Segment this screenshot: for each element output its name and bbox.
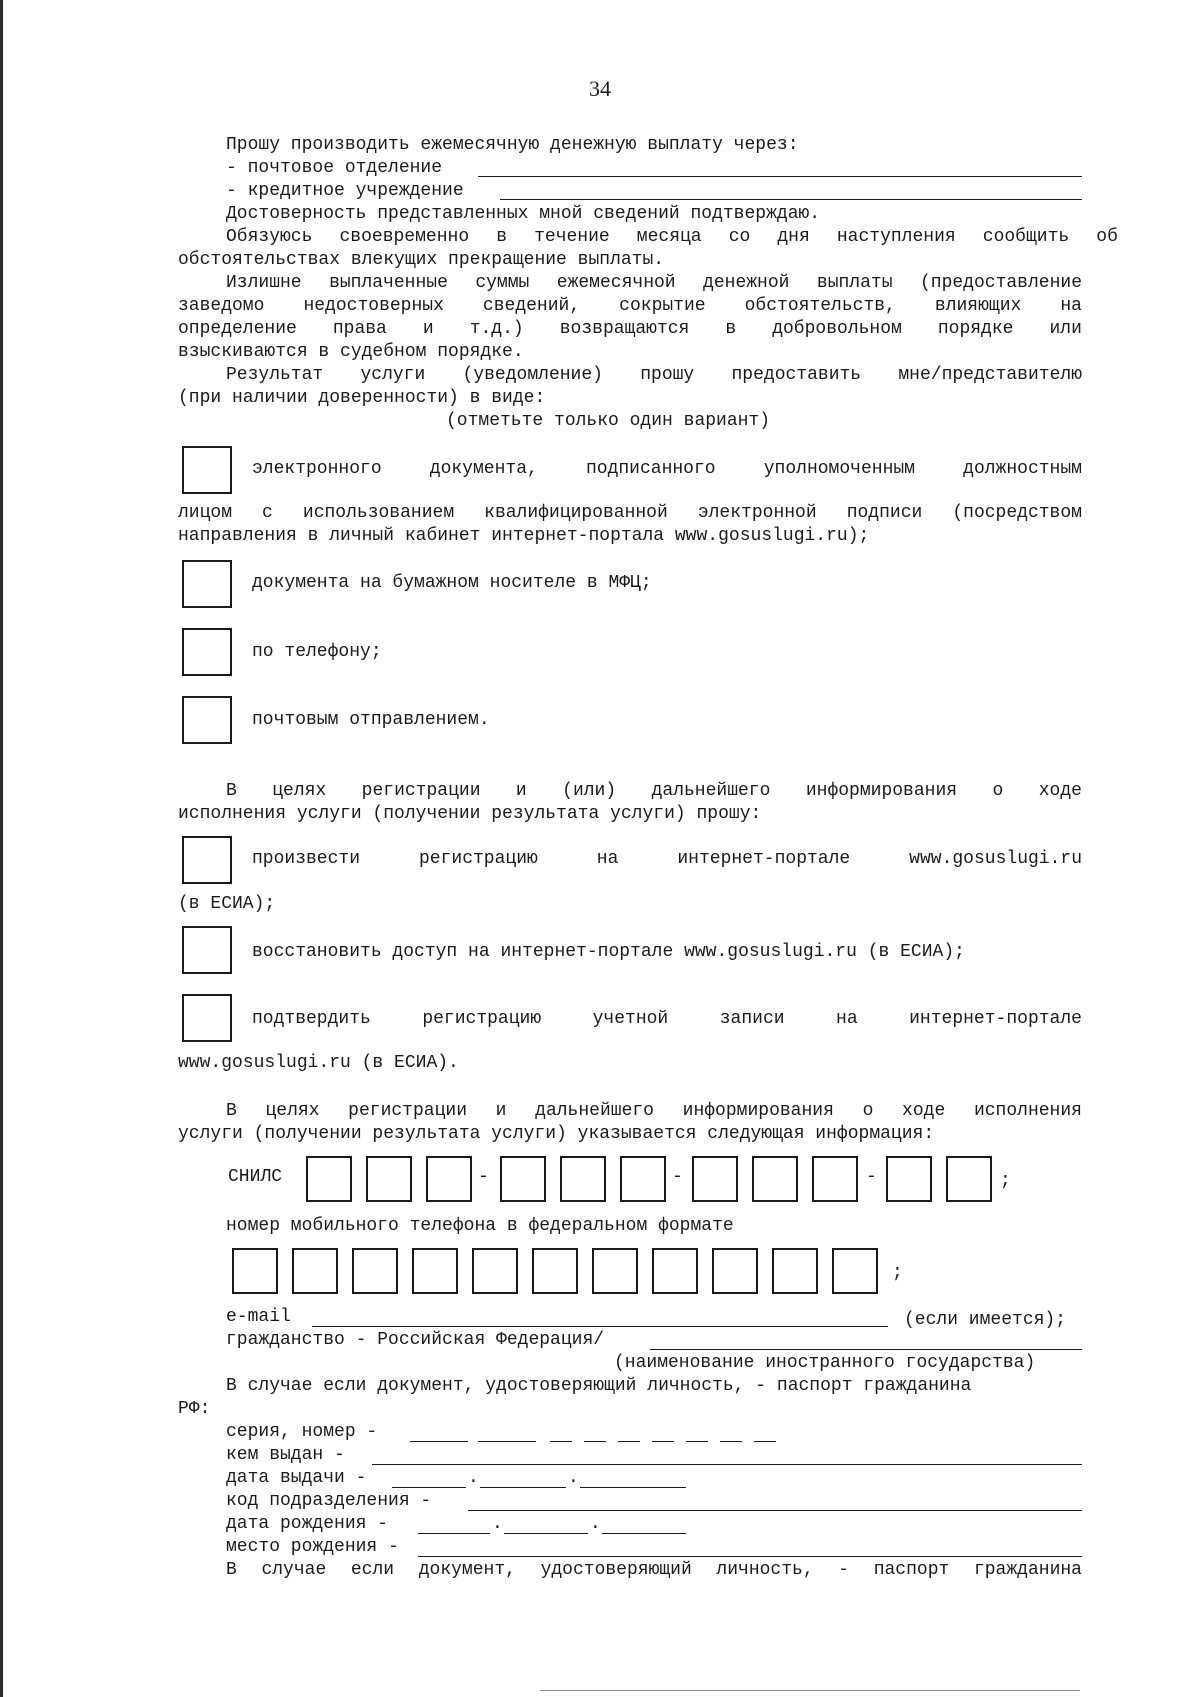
result-opt3-label: по телефону;: [252, 642, 382, 662]
word: в: [496, 227, 508, 247]
snils-digit[interactable]: [500, 1156, 546, 1202]
number-digit-field[interactable]: [550, 1441, 572, 1442]
scan-edge: [0, 0, 3, 1697]
word: заведомо: [178, 296, 265, 316]
checkbox-electronic-document[interactable]: [182, 446, 232, 494]
word: В: [226, 1101, 237, 1121]
word: регистрации: [348, 1101, 467, 1121]
word: услуги: [360, 365, 426, 385]
birth-date-dot: .: [590, 1514, 601, 1534]
word: целях: [272, 781, 327, 801]
word: суммы: [475, 273, 530, 293]
issued-by-field[interactable]: [372, 1464, 1082, 1465]
confirm-statement: Достоверность представленных мной сведений подтверждаю.: [226, 204, 821, 224]
word: документа,: [429, 459, 538, 479]
post-office-label: - почтовое отделение: [226, 158, 443, 178]
word: ходе: [902, 1101, 946, 1121]
snils-digit[interactable]: [426, 1156, 472, 1202]
word: выплаченные: [329, 273, 448, 293]
word: сокрытие: [619, 296, 706, 316]
word: учетной: [592, 1009, 669, 1029]
info-intro-line-2: услуги (получении результата услуги) указывается следующая информация:: [178, 1124, 935, 1144]
credit-institution-field[interactable]: [500, 199, 1082, 200]
checkbox-paper-document[interactable]: [182, 560, 232, 608]
email-label: e-mail: [226, 1307, 291, 1327]
number-digit-field[interactable]: [584, 1441, 606, 1442]
number-digit-field[interactable]: [754, 1441, 776, 1442]
number-digit-field[interactable]: [720, 1441, 742, 1442]
issue-date-dot: .: [568, 1468, 579, 1488]
snils-digit[interactable]: [886, 1156, 932, 1202]
word: дня: [777, 227, 810, 247]
word: ежемесячной: [556, 273, 676, 293]
word: и: [422, 319, 434, 339]
number-digit-field[interactable]: [686, 1441, 708, 1442]
birth-month-field[interactable]: [504, 1533, 588, 1534]
word: и: [515, 781, 527, 801]
word: течение: [534, 227, 610, 247]
checkbox-confirm-registration[interactable]: [182, 994, 232, 1042]
snils-digit[interactable]: [946, 1156, 992, 1202]
word: уполномоченным: [763, 459, 915, 479]
word: со: [728, 227, 751, 247]
word: добровольном: [772, 319, 902, 339]
email-note: (если имеется);: [904, 1310, 1067, 1330]
word: наступления: [836, 227, 956, 247]
word: т.д.): [469, 319, 524, 339]
checkbox-postal[interactable]: [182, 696, 232, 744]
series-number-label: серия, номер -: [226, 1422, 378, 1442]
snils-terminator: ;: [1000, 1171, 1011, 1191]
word: прошу: [640, 365, 695, 385]
word: сообщить: [982, 227, 1070, 247]
excess-line-4: взыскиваются в судебном порядке.: [178, 342, 524, 362]
word: выплаты: [816, 273, 893, 293]
email-field[interactable]: [312, 1326, 888, 1327]
post-office-field[interactable]: [478, 176, 1082, 177]
phone-digit[interactable]: [712, 1248, 758, 1294]
word: интернет-портале: [677, 849, 851, 869]
page-number: 34: [589, 76, 611, 101]
phone-digit[interactable]: [412, 1248, 458, 1294]
birth-day-field[interactable]: [418, 1533, 490, 1534]
word: в: [725, 319, 737, 339]
phone-digit[interactable]: [292, 1248, 338, 1294]
word: Результат: [226, 365, 324, 385]
phone-terminator: ;: [892, 1263, 903, 1283]
phone-digit[interactable]: [832, 1248, 878, 1294]
word: (посредством: [952, 503, 1082, 523]
birth-year-field[interactable]: [602, 1533, 686, 1534]
number-digit-field[interactable]: [618, 1441, 640, 1442]
word: на: [596, 849, 619, 869]
snils-label: СНИЛС: [228, 1167, 283, 1187]
word: паспорт: [873, 1560, 950, 1580]
snils-digit[interactable]: [692, 1156, 738, 1202]
word: возвращаются: [559, 319, 690, 339]
word: о: [862, 1101, 874, 1121]
issue-year-field[interactable]: [580, 1487, 686, 1488]
number-digit-field[interactable]: [652, 1441, 674, 1442]
registration-opt2-label: восстановить доступ на интернет-портале www.gosuslugi.ru (в ЕСИА);: [252, 942, 965, 962]
word: должностным: [963, 459, 1082, 479]
word: денежной: [703, 273, 790, 293]
foreign-state-caption: (наименование иностранного государства): [614, 1353, 1036, 1373]
division-code-label: код подразделения -: [226, 1491, 432, 1511]
snils-digit[interactable]: [812, 1156, 858, 1202]
birth-place-field[interactable]: [418, 1556, 1082, 1557]
word: порядке: [937, 319, 1014, 339]
word: электронной: [697, 503, 817, 523]
word: или: [1049, 319, 1082, 339]
snils-separator: -: [866, 1167, 877, 1187]
word: случае: [261, 1560, 327, 1580]
word: Обязуюсь: [226, 227, 313, 247]
word: недостоверных: [303, 296, 444, 316]
passport-intro-line-1: В случае если документ, удостоверяющий личность, - паспорт гражданина: [226, 1376, 972, 1396]
word: информирования: [805, 781, 958, 801]
word: квалифицированной: [484, 503, 668, 523]
snils-digit[interactable]: [306, 1156, 352, 1202]
word: регистрацию: [419, 849, 538, 869]
snils-separator: -: [672, 1167, 683, 1187]
word: месяца: [636, 227, 702, 247]
checkbox-register[interactable]: [182, 836, 232, 884]
result-opt4-label: почтовым отправлением.: [252, 710, 490, 730]
snils-digit[interactable]: [560, 1156, 606, 1202]
word: гражданина: [973, 1560, 1082, 1580]
word: на: [836, 1009, 858, 1029]
issue-date-label: дата выдачи -: [226, 1468, 367, 1488]
birth-date-label: дата рождения -: [226, 1514, 389, 1534]
word: исполнения: [973, 1101, 1082, 1121]
credit-institution-label: - кредитное учреждение: [226, 181, 464, 201]
word: интернет-портале: [909, 1009, 1082, 1029]
word: дальнейшего: [651, 781, 771, 801]
word: на: [1060, 296, 1082, 316]
citizenship-label: гражданство - Российская Федерация/: [226, 1330, 605, 1350]
footer-rule: [540, 1690, 1080, 1691]
word: удостоверяющий: [540, 1560, 692, 1580]
word: регистрацию: [422, 1009, 542, 1029]
word: Излишне: [226, 273, 302, 293]
word: своевременно: [339, 227, 470, 247]
word: личность,: [716, 1560, 814, 1580]
phone-label: номер мобильного телефона в федеральном формате: [226, 1216, 734, 1236]
result-opt2-label: документа на бумажном носителе в МФЦ;: [252, 573, 652, 593]
word: подписи: [846, 503, 923, 523]
word: мне/представителю: [898, 365, 1082, 385]
passport-next-line: [226, 1559, 1082, 1581]
word: записи: [719, 1009, 785, 1029]
result-opt1-line-2: [178, 502, 1082, 524]
word: В: [226, 781, 237, 801]
word: В: [226, 1560, 237, 1580]
word: информирования: [682, 1101, 834, 1121]
issue-month-field[interactable]: [480, 1487, 566, 1488]
issue-date-dot: .: [468, 1468, 479, 1488]
obligation-line-1: [226, 226, 1118, 248]
word: определение: [178, 319, 297, 339]
registration-opt1-line-2: (в ЕСИА);: [178, 894, 276, 914]
phone-digit[interactable]: [772, 1248, 818, 1294]
word: подтвердить: [252, 1009, 371, 1029]
registration-opt1-line-1: [252, 848, 1082, 870]
registration-intro-line-2: исполнения услуги (получении результата услуги) прошу:: [178, 804, 762, 824]
word: ходе: [1038, 781, 1082, 801]
registration-intro-line-1: [226, 780, 1082, 802]
word: и: [495, 1101, 507, 1121]
word: произвести: [252, 849, 361, 869]
checkbox-restore-access[interactable]: [182, 926, 232, 974]
snils-digit[interactable]: [620, 1156, 666, 1202]
word: дальнейшего: [535, 1101, 654, 1121]
phone-digit[interactable]: [472, 1248, 518, 1294]
registration-opt3-line-1: [252, 1008, 1082, 1030]
result-opt1-line-3: направления в личный кабинет интернет-портала www.gosuslugi.ru);: [178, 526, 870, 546]
word: целях: [265, 1101, 320, 1121]
birth-date-dot: .: [492, 1514, 503, 1534]
snils-separator: -: [478, 1167, 489, 1187]
word: (уведомление): [462, 365, 603, 385]
passport-intro-line-2: РФ:: [178, 1399, 211, 1419]
word: права: [332, 319, 387, 339]
phone-digit[interactable]: [232, 1248, 278, 1294]
word: если: [350, 1560, 395, 1580]
payment-intro: Прошу производить ежемесячную денежную выплату через:: [226, 135, 799, 155]
series-digit-field[interactable]: [478, 1441, 536, 1442]
phone-digit[interactable]: [532, 1248, 578, 1294]
snils-digit[interactable]: [366, 1156, 412, 1202]
word: документ,: [418, 1560, 516, 1580]
issued-by-label: кем выдан -: [226, 1445, 345, 1465]
word: (или): [562, 781, 617, 801]
phone-digit[interactable]: [352, 1248, 398, 1294]
word: обстоятельств,: [744, 296, 896, 316]
word: влияющих: [934, 296, 1022, 316]
registration-opt3-line-2: www.gosuslugi.ru (в ЕСИА).: [178, 1053, 459, 1073]
word: электронного: [252, 459, 382, 479]
phone-digit[interactable]: [652, 1248, 698, 1294]
phone-digit[interactable]: [592, 1248, 638, 1294]
result-opt1-line-1: [252, 458, 1082, 480]
checkbox-phone[interactable]: [182, 628, 232, 676]
word: об: [1096, 227, 1118, 247]
word: регистрации: [361, 781, 481, 801]
info-intro-line-1: [226, 1100, 1082, 1122]
word: сведений,: [482, 296, 581, 316]
division-code-field[interactable]: [468, 1510, 1082, 1511]
word: предоставить: [731, 365, 862, 385]
snils-digit[interactable]: [752, 1156, 798, 1202]
word: www.gosuslugi.ru: [909, 849, 1082, 869]
issue-day-field[interactable]: [392, 1487, 466, 1488]
word: о: [992, 781, 1004, 801]
word: (предоставление: [919, 273, 1082, 293]
word: использованием: [302, 503, 455, 523]
excess-line-2: [178, 295, 1082, 317]
series-digit-field[interactable]: [410, 1441, 468, 1442]
obligation-line-2: обстоятельствах влекущих прекращение выплаты.: [178, 250, 665, 270]
excess-line-1: [226, 272, 1082, 294]
birth-place-label: место рождения -: [226, 1537, 399, 1557]
word: подписанного: [585, 459, 716, 479]
word: лицом: [178, 503, 233, 523]
result-hint: (отметьте только один вариант): [446, 411, 771, 431]
foreign-state-field[interactable]: [650, 1349, 1082, 1350]
excess-line-3: [178, 318, 1082, 340]
word: с: [262, 503, 273, 523]
word: -: [838, 1560, 850, 1580]
result-line-1: [226, 364, 1082, 386]
result-line-2: (при наличии доверенности) в виде:: [178, 388, 546, 408]
